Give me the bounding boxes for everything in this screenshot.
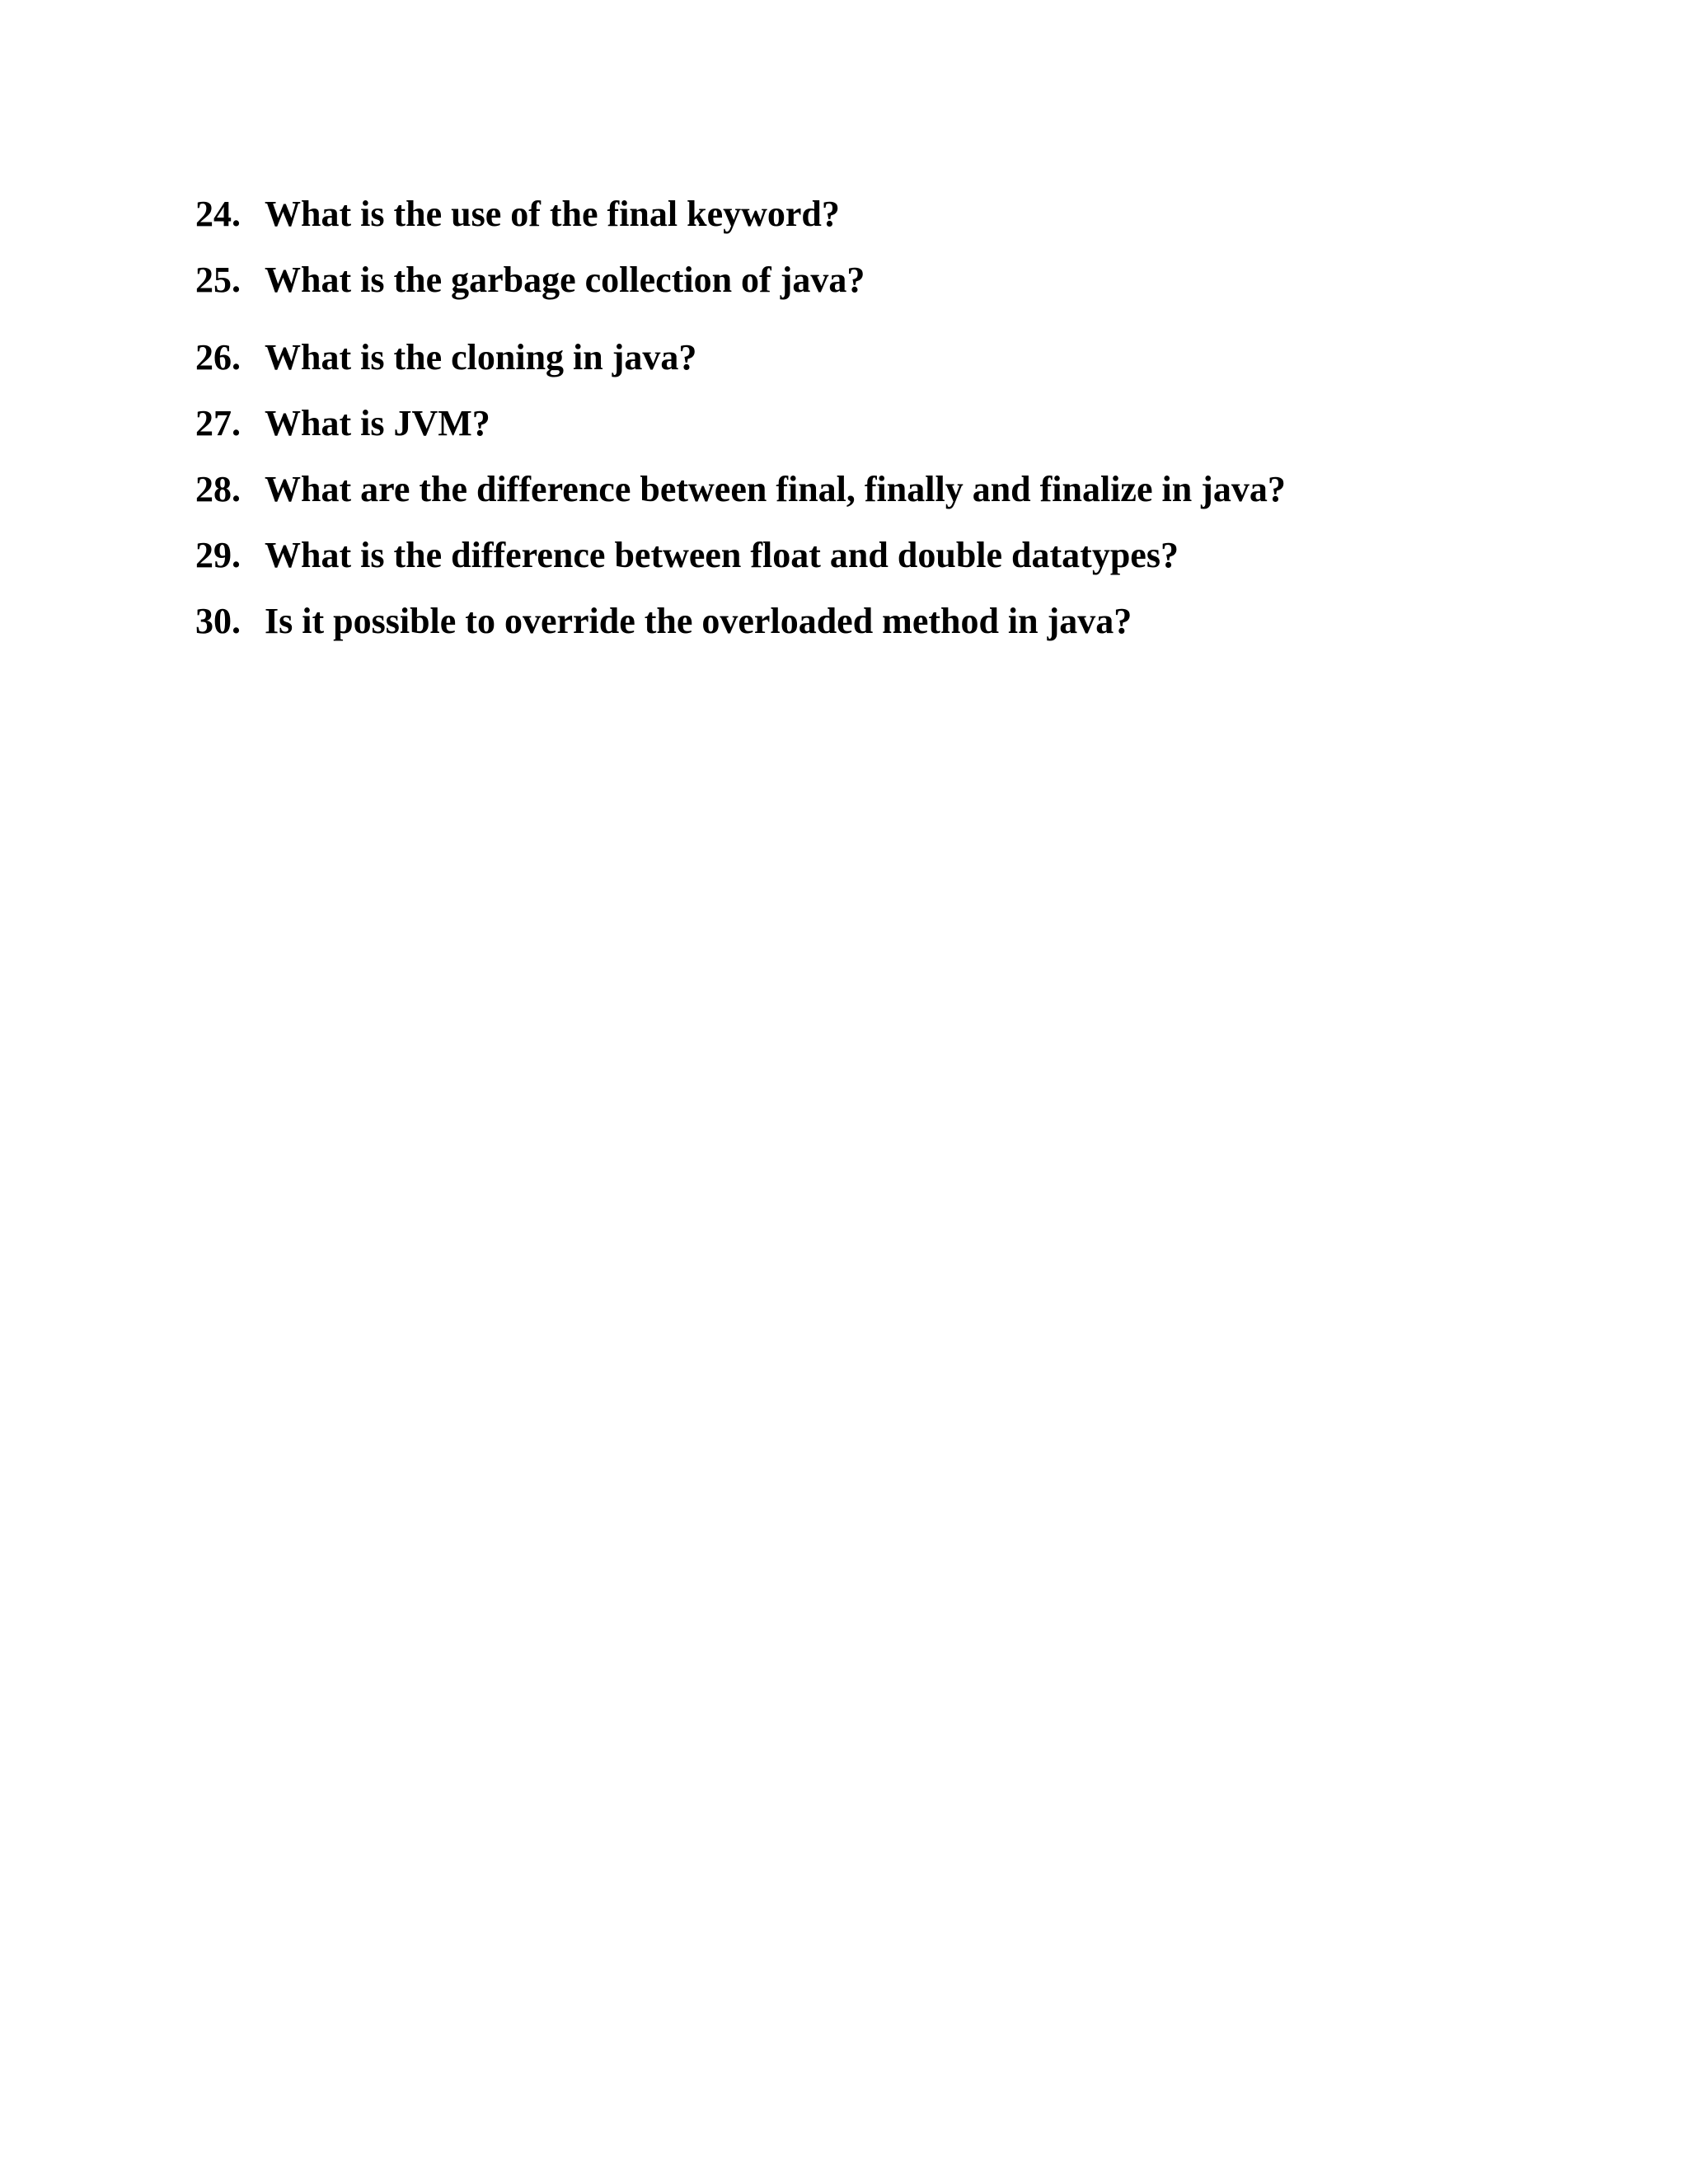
question-list: [195, 193, 1286, 666]
question-item: [195, 259, 1286, 336]
question-number: 24.: [195, 194, 241, 234]
question-text: What is the difference between float and double datatypes?: [265, 535, 1179, 575]
question-number: 27.: [195, 403, 241, 443]
question-text: What is the use of the final keyword?: [265, 194, 840, 234]
question-item: [195, 336, 1286, 402]
question-number: 29.: [195, 535, 241, 575]
question-text: What is JVM?: [265, 403, 490, 443]
question-number: 26.: [195, 337, 241, 377]
question-number: 25.: [195, 260, 241, 300]
question-number: 30.: [195, 601, 241, 641]
question-item: [195, 468, 1286, 534]
question-text: What are the difference between final, finally and finalize in java?: [265, 469, 1286, 509]
question-text: What is the garbage collection of java?: [265, 260, 865, 300]
question-item: [195, 193, 1286, 259]
question-text: What is the cloning in java?: [265, 337, 697, 377]
question-item: [195, 600, 1286, 666]
question-item: [195, 534, 1286, 600]
question-text: Is it possible to override the overloaded method in java?: [265, 601, 1132, 641]
question-number: 28.: [195, 469, 241, 509]
question-item: [195, 402, 1286, 468]
